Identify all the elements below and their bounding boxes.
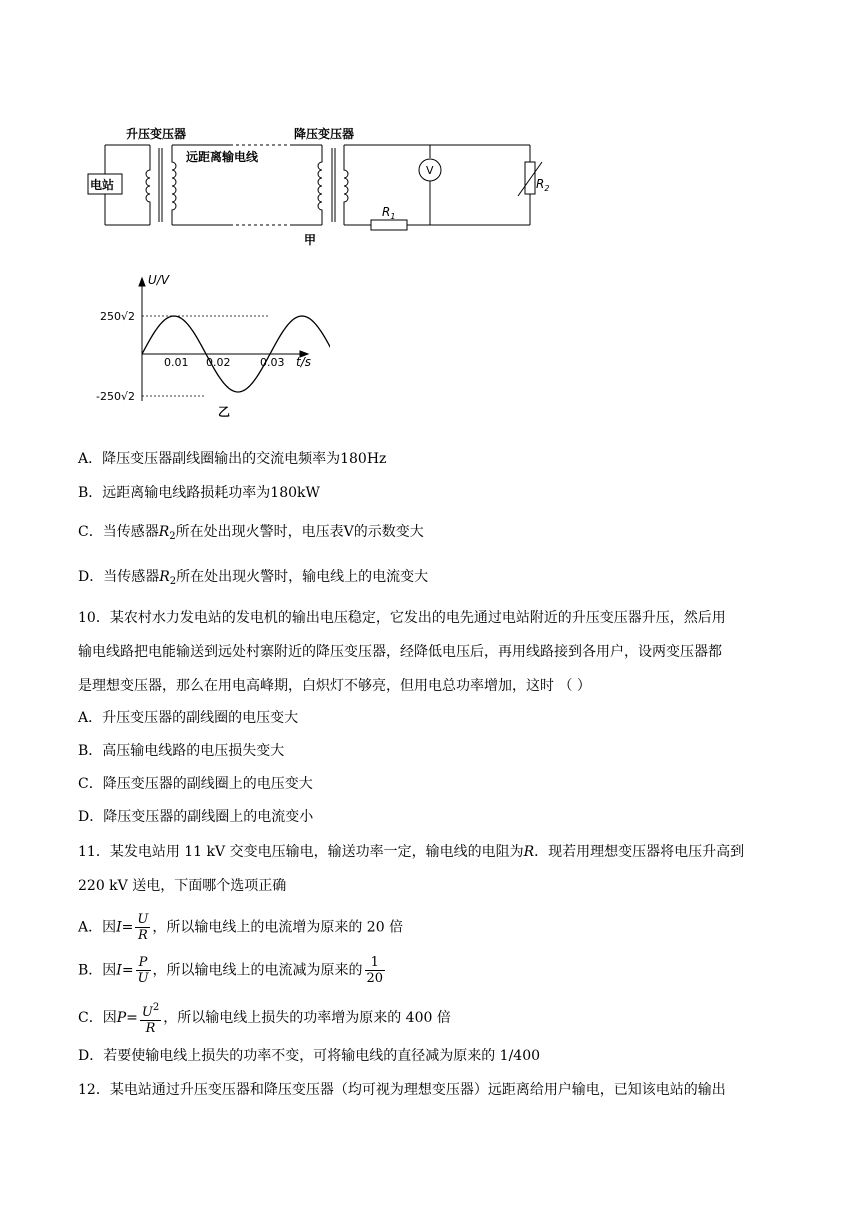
- q11-b-numerator: P: [136, 955, 151, 971]
- step-down-label: 降压变压器: [294, 127, 355, 141]
- q10-option-b: B．高压输电线路的电压损失变大: [78, 743, 285, 759]
- q11-b-denominator: U: [137, 971, 149, 986]
- circuit-diagram-jia: [60, 118, 560, 258]
- q11-a-var: I: [116, 919, 122, 936]
- q9-d-prefix: D．当传感器: [78, 569, 160, 585]
- x-tick-0-01: 0.01: [164, 356, 189, 369]
- q11-option-b: B．因I= $\frac{P}{U}$ ，所以输电线上的电流减为原来的 $\frac{1}{20}$: [78, 955, 384, 986]
- q11-c-fraction: [140, 1000, 161, 1036]
- x-axis-label: t/s: [296, 355, 311, 369]
- q9-option-c: [78, 522, 424, 547]
- svg-text:R2: [536, 177, 549, 193]
- step-up-secondary-coil: [172, 145, 176, 225]
- q11-b-ratio-numerator: 1: [365, 955, 386, 971]
- q10-stem-line-1: 10．某农村水力发电站的发电机的输出电压稳定，它发出的电先通过电站附近的升压变压器升压，然后用: [78, 610, 726, 626]
- r2-symbol: R: [536, 177, 545, 191]
- step-up-primary-coil: [146, 145, 150, 225]
- y-axis-label: U/V: [148, 273, 170, 287]
- x-tick-0-03: 0.03: [260, 356, 285, 369]
- waveform-chart-yi: [90, 266, 330, 426]
- q11-a-numerator: U: [137, 912, 149, 927]
- q10-option-d: D．降压变压器的副线圈上的电流变小: [78, 809, 314, 825]
- r1-symbol: R: [382, 205, 391, 219]
- r2-sub: 2: [544, 184, 550, 193]
- q11-c-numerator-exponent: 2: [152, 1002, 160, 1013]
- station-label: 电站: [90, 178, 115, 192]
- q11-a-denominator: R: [137, 928, 148, 943]
- line-label: 远距离输电线: [186, 150, 259, 164]
- q11-b-ratio-denominator: 20: [366, 971, 384, 986]
- svg-text:R1: [382, 205, 395, 221]
- q11-stem-line-2: 220 kV 送电，下面哪个选项正确: [78, 878, 287, 894]
- figure-jia-caption: 甲: [304, 233, 317, 247]
- q11-a-prefix: A．因: [78, 919, 117, 936]
- q11-option-c: C．因P= $\frac{U^2}{R}$ ，所以输电线上损失的功率增为原来的 400 倍: [78, 1002, 451, 1036]
- q10-stem-line-2: 输电线路把电能输送到远处村寨附近的降压变压器，经降低电压后，再用线路接到各用户，设两变压器都: [78, 644, 722, 660]
- q10-stem-line-3: 是理想变压器，那么在用电高峰期，白炽灯不够亮，但用电总功率增加，这时 （ ）: [78, 678, 591, 694]
- q11-c-denominator: R: [145, 1021, 156, 1036]
- q9-option-d: [78, 567, 428, 592]
- r2-thermistor: [525, 162, 535, 194]
- q9-c-suffix: 所在处出现火警时，电压表V的示数变大: [175, 524, 424, 540]
- q11-l1-suffix: ．现若用理想变压器将电压升高到: [534, 844, 745, 860]
- q11-a-fraction: [135, 912, 150, 943]
- q11-c-prefix: C．因: [78, 1010, 117, 1026]
- r1-sub: 1: [390, 212, 396, 221]
- q11-b-var: I: [116, 962, 122, 979]
- q11-b-fraction: [136, 955, 151, 986]
- q11-option-d: D．若要使输电线上损失的功率不变，可将输电线的直径减为原来的 1/400: [78, 1048, 541, 1064]
- q11-c-suffix: ，所以输电线上损失的功率增为原来的 400 倍: [163, 1010, 451, 1026]
- x-tick-0-02: 0.02: [206, 356, 231, 369]
- q9-c-prefix: C．当传感器: [78, 524, 159, 540]
- q9-d-r-sub: 2: [169, 576, 177, 587]
- q9-option-a: A．降压变压器副线圈输出的交流电频率为180Hz: [78, 451, 387, 467]
- q12-stem-line-1: 12．某电站通过升压变压器和降压变压器（均可视为理想变压器）远距离给用户输电，已知该电站的输出: [78, 1082, 726, 1098]
- voltmeter-label: V: [426, 164, 434, 177]
- q11-b-suffix: ，所以输电线上的电流减为原来的: [152, 962, 363, 979]
- step-up-label: 升压变压器: [126, 127, 187, 141]
- q11-c-numerator: U: [141, 1005, 153, 1020]
- q11-c-var: P: [116, 1010, 127, 1026]
- r1-resistor: [371, 220, 407, 230]
- step-down-primary-coil: [318, 145, 322, 225]
- q10-option-c: C．降压变压器的副线圈上的电压变大: [78, 776, 313, 792]
- q11-a-suffix: ，所以输电线上的电流增为原来的 20 倍: [152, 919, 404, 936]
- q11-b-ratio-fraction: [365, 955, 386, 986]
- step-down-secondary-coil: [344, 145, 348, 225]
- q9-c-r-symbol: R: [158, 524, 170, 540]
- figure-yi-caption: 乙: [218, 405, 231, 419]
- q11-l1-prefix: 11．某发电站用 11 kV 交变电压输电，输送功率一定，输电线的电阻为: [78, 844, 524, 860]
- q9-c-r-sub: 2: [169, 531, 176, 542]
- y-min-label: -250√2: [96, 390, 135, 403]
- q9-d-r-symbol: R: [159, 569, 170, 585]
- q9-option-b: B．远距离输电线路损耗功率为180kW: [78, 485, 320, 501]
- q11-option-a: A．因I= $\frac{U}{R}$ ，所以输电线上的电流增为原来的 20 倍: [78, 912, 404, 943]
- q11-b-prefix: B．因: [78, 962, 117, 979]
- q11-stem-line-1: [78, 842, 744, 862]
- y-max-label: 250√2: [100, 310, 136, 323]
- q11-l1-var: R: [523, 844, 535, 860]
- y-axis-arrow: [139, 278, 145, 286]
- q10-option-a: A．升压变压器的副线圈的电压变大: [78, 710, 299, 726]
- q9-d-suffix: 所在处出现火警时，输电线上的电流变大: [176, 569, 429, 585]
